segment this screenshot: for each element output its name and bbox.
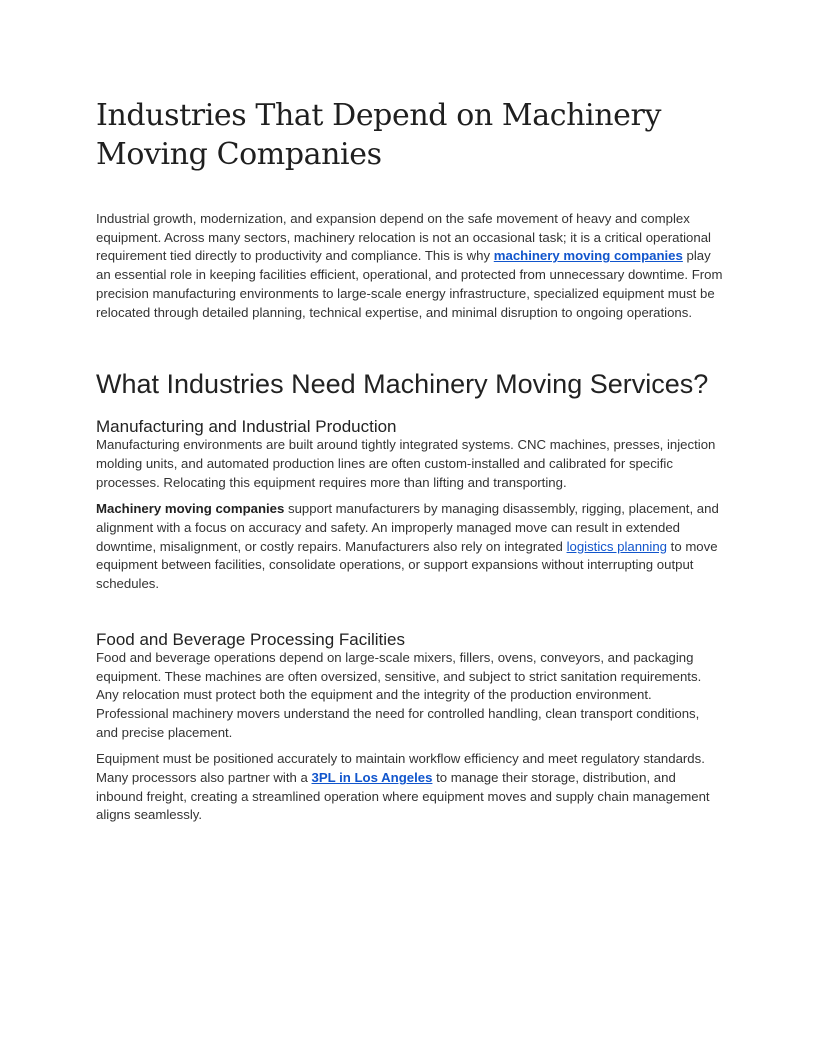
manufacturing-paragraph-2 xyxy=(96,500,724,594)
intro-paragraph xyxy=(96,210,724,322)
food-beverage-paragraph-1: Food and beverage operations depend on large-scale mixers, fillers, ovens, conveyors, and packaging equipment. These machines are often oversized, sensitive, and subject to strict sanitation requirements. Any relocation must protect both the equipment and the integrity of the production environment. Professional machinery movers understand the need for controlled handling, clean transport conditions, and precise placement. xyxy=(96,649,702,740)
manufacturing-text-middle: support manufacturers by managing disassembly, rigging, placement, and alignment with a focus on accuracy and safety. An improperly managed move can result in extended downtime, misalignment, or costly repairs. Manufacturers also rely on integrated xyxy=(96,501,719,554)
intro-text-start: Industrial growth, modernization, and expansion depend on the safe movement of heavy and complex equipment. Across many sectors, machinery relocation is not an occasional task; it is a critical operational requirement tied directly to productivity and compliance. This is why xyxy=(96,211,711,264)
food-text-end: to manage their storage, distribution, and inbound freight, creating a streamlined operation where equipment moves and supply chain management aligns seamlessly. xyxy=(96,770,710,823)
manufacturing-text-end: to move equipment between facilities, consolidate operations, or support expansions without interrupting output schedules. xyxy=(96,538,718,592)
manufacturing-bold-text: Machinery moving companies xyxy=(96,501,285,517)
food-beverage-heading: Food and Beverage Processing Facilities xyxy=(96,629,405,649)
3pl-los-angeles-link[interactable]: 3PL in Los Angeles xyxy=(311,770,433,786)
page-title: Industries That Depend on Machinery Moving Companies xyxy=(96,98,662,172)
food-beverage-paragraph-2 xyxy=(96,750,724,825)
manufacturing-heading: Manufacturing and Industrial Production xyxy=(96,417,397,437)
logistics-planning-link[interactable]: logistics planning xyxy=(566,538,667,554)
manufacturing-paragraph-1: Manufacturing environments are built around tightly integrated systems. CNC machines, presses, injection molding units, and automated production lines are often custom-installed and calibrated for specific processes. Relocating this equipment requires more than lifting and transporting. xyxy=(96,437,716,490)
document-page xyxy=(96,96,724,825)
section-heading: What Industries Need Machinery Moving Services? xyxy=(96,369,709,400)
intro-text-end: play an essential role in keeping facilities efficient, operational, and protected from unnecessary downtime. From precision manufacturing environments to large-scale energy infrastructure, specialized equipment must be relocated through detailed planning, technical expertise, and minimal disruption to ongoing operations. xyxy=(96,248,723,320)
food-text-start: Equipment must be positioned accurately to maintain workflow efficiency and meet regulatory standards. Many processors also partner with a xyxy=(96,751,705,786)
machinery-moving-companies-link[interactable]: machinery moving companies xyxy=(493,248,683,264)
